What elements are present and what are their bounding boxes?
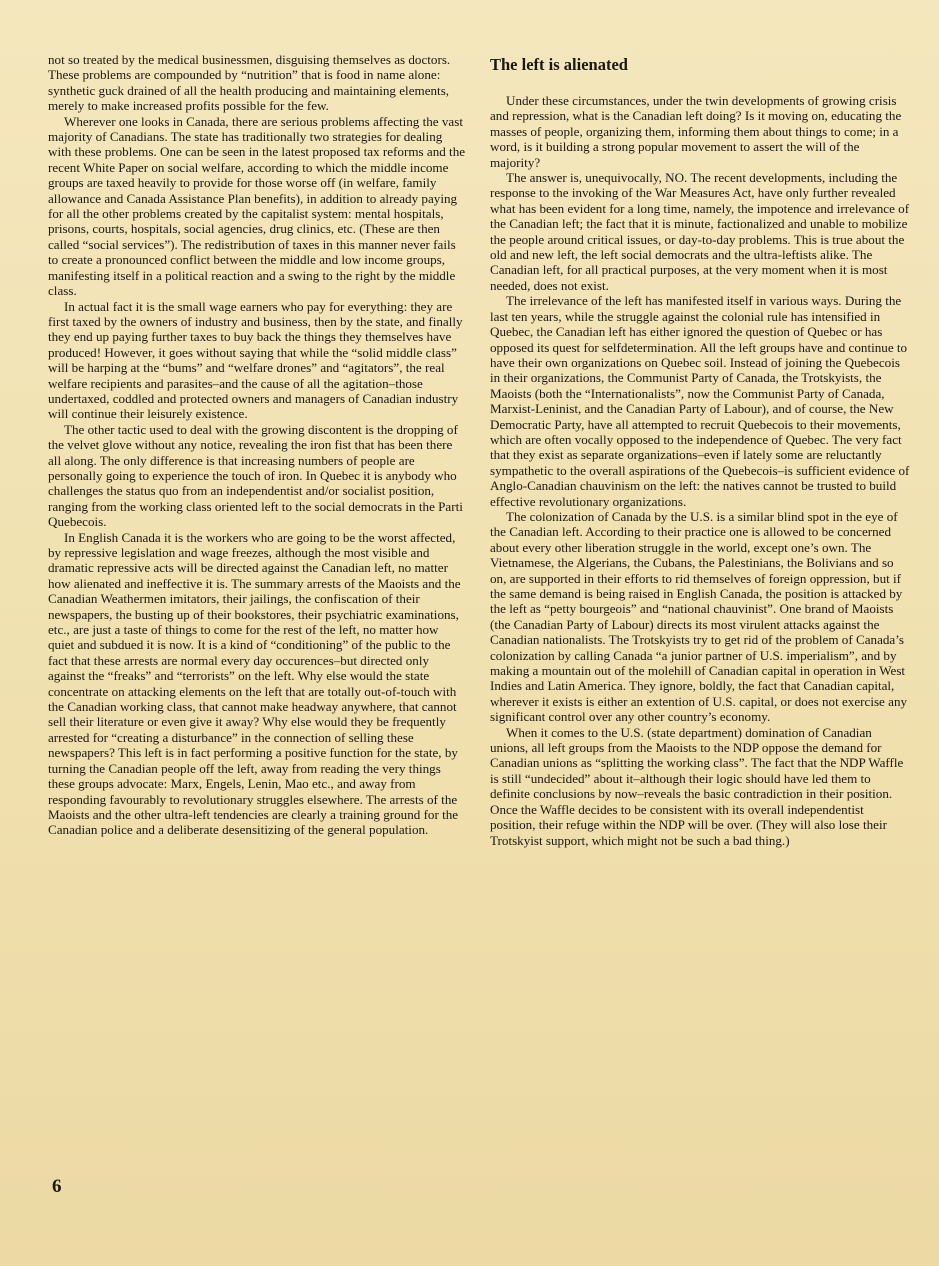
paragraph: In English Canada it is the workers who are going to be the worst affected, by repressive legislation and wage freezes, although the most visible and dramatic repressive acts will be directed against the Canadian left, no matter how alienated and ineffective it is. The summary arrests of the Maoists and the Canadian Weathermen imitators, their jailings, the confiscation of their newspapers, the busting up of their bookstores, their psychiatric examinations, etc., are just a taste of things to come for the rest of the left, no matter how quiet and subdued it is now. It is a kind of “conditioning” of the public to the fact that these arrests are normal every day occurences–but directed only against the “freaks” and “terrorists” on the left. Why else would the state concentrate on attacking elements on the left that are totally out-of-touch with the Canadian working class, that cannot make headway anywhere, that cannot sell their literature or even give it away? Why else would they be frequently arrested for “creating a disturbance” in the connection of selling these newspapers? This left is in fact performing a positive function for the state, by turning the Canadian people off the left, away from reading the very things these groups advocate: Marx, Engels, Lenin, Mao etc., and away from responding favourably to revolutionary struggles elsewhere. The arrests of the Maoists and the other ultra-left tendencies are clearly a training ground for the Canadian police and a deliberate desensitizing of the general population. bbox=[48, 529, 461, 838]
paragraph: Wherever one looks in Canada, there are serious problems affecting the vast majority of Canadians. The state has traditionally two strategies for dealing with these problems. One can be seen in the latest proposed tax reforms and the recent White Paper on social welfare, according to which the middle income groups are taxed heavily to provide for those worse off (in welfare, family allowance and Canada Assistance Plan benefits), in addition to already paying for all the other problems created by the capitalist system: mental hospitals, prisons, courts, hospitals, social agencies, drug clinics, etc. (These are then called “social services”). The redistribution of taxes in this manner never fails to create a pronounced conflict between the middle and low income groups, manifesting itself in a political reaction and a swing to the right by the middle class. bbox=[48, 113, 466, 299]
paragraph: The irrelevance of the left has manifested itself in various ways. During the last ten years, while the struggle against the colonial rule has intensified in Quebec, the Canadian left has either ignored the question of Quebec or has opposed its quest for selfdetermination. All the left groups have and continue to have their own organizations on Quebec soil. Instead of joining the Quebecois in their organizations, the Communist Party of Canada, the Trotskyists, the Maoists (both the “Internationalists”, now the Communist Party of Canada, Marxist-Leninist, and the Canadian Party of Labour), and of course, the New Democratic Party, have all attempted to recruit Quebecois to their movements, which are often vocally opposed to the independence of Quebec. The very fact that they exist as separate organizations–even if lately some are reluctantly sympathetic to the overall aspirations of the Quebecois–is sufficient evidence of Anglo-Canadian chauvinism on the left: the natives cannot be trusted to build effective revolutionary organizations. bbox=[490, 293, 910, 509]
left-column bbox=[48, 52, 466, 838]
paragraph: The colonization of Canada by the U.S. is a similar blind spot in the eye of the Canadian left. According to their practice one is allowed to be concerned about every other liberation struggle in the world, except one’s own. The Vietnamese, the Algerians, the Cubans, the Palestinians, the Bolivians and so on, are supported in their efforts to rid themselves of foreign oppression, but if the same demand is being raised in English Canada, the position is attacked by the left as “petty bourgeois” and “national chauvinist”. One brand of Maoists (the Canadian Party of Labour) directs its most virulent attacks against the Canadian nationalists. The Trotskyists try to get rid of the problem of Canada’s colonization by calling Canada “a junior partner of U.S. imperialism”, and by making a mountain out of the molehill of Canadian capital in operation in West Indies and Latin America. They ignore, boldly, the fact that Canadian capital, wherever it exists is either an extention of U.S. capital, or does not exercise any significant control over any other country’s economy. bbox=[490, 508, 908, 725]
paragraph: Under these circumstances, under the twin developments of growing crisis and repression, what is the Canadian left doing? Is it moving on, educating the masses of people, organizing them, informing them about things to come; in a word, is it building a strong popular movement to assert the will of the majority? bbox=[490, 93, 902, 170]
right-column bbox=[490, 52, 910, 848]
paragraph: In actual fact it is the small wage earners who pay for everything: they are first taxed by the owners of industry and business, then by the state, and finally they end up paying further taxes to buy back the things they themselves have produced! However, it goes without saying that while the “solid middle class” will be harping at the “bums” and “welfare drones” and “agitators”, the real welfare recipients and parasites–and the cause of all the agitation–those undertaxed, coddled and protected owners and managers of Canadian industry will continue their leisurely existence. bbox=[48, 298, 463, 422]
paragraph: When it comes to the U.S. (state department) domination of Canadian unions, all left groups from the Maoists to the NDP oppose the demand for Canadian unions as “splitting the working class”. The fact that the NDP Waffle is still “undecided” about it–although their logic should have led them to definite conclusions by now–reveals the basic contradiction in their position. Once the Waffle decides to be consistent with its overall independentist position, their refuge within the NDP will be over. (They will also lose their Trotskyist support, which might not be such a bad thing.) bbox=[490, 724, 904, 848]
paragraph: not so treated by the medical businessmen, disguising themselves as doctors. These problems are compounded by “nutrition” that is food in name alone: synthetic guck drained of all the health producing and maintaining elements, merely to make increased profits possible for the few. bbox=[48, 52, 451, 114]
page-number: 6 bbox=[52, 1176, 62, 1197]
paragraph: The other tactic used to deal with the growing discontent is the dropping of the velvet glove without any notice, revealing the iron fist that has been there all along. The only difference is that increasing numbers of people are personally going to experience the touch of iron. In Quebec it is anybody who challenges the status quo from an independentist and/or socialist position, ranging from the working class oriented left to the social democrats in the Parti Quebecois. bbox=[48, 421, 463, 530]
paragraph: The answer is, unequivocally, NO. The recent developments, including the response to the invoking of the War Measures Act, have only further revealed what has been evident for a long time, namely, the impotence and irrelevance of the Canadian left; the fact that it is minute, factionalized and unable to mobilize the people around critical issues, or day-to-day problems. This is true about the old and new left, the left social democrats and the ultra-leftists alike. The Canadian left, for all practical purposes, at the very moment when it is most needed, does not exist. bbox=[490, 170, 910, 293]
section-heading: The left is alienated bbox=[490, 55, 628, 74]
